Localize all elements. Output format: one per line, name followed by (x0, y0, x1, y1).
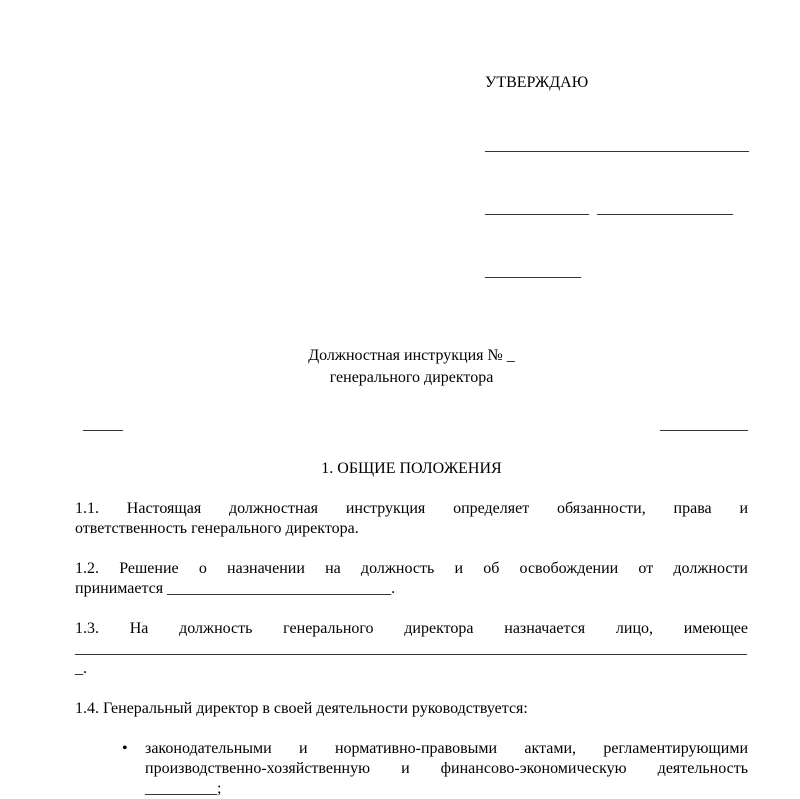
paragraph-1-3-line-1: 1.3. На должность генерального директора назначается лицо, имеющее (75, 620, 748, 637)
paragraph-1-3-blank-line: ____________________________________________________________________________________ (75, 640, 747, 657)
approval-block (485, 30, 748, 324)
list-item (75, 739, 748, 799)
section-heading: 1. ОБЩИЕ ПОЛОЖЕНИЯ (321, 460, 502, 477)
document-title-line-2: генерального директора (329, 369, 494, 386)
paragraph-1-2 (75, 559, 748, 599)
paragraph-1-4-line-1: 1.4. Генеральный директор в своей деятельности руководствуется: (75, 700, 528, 717)
document-title (75, 345, 748, 389)
approval-blank-line-3: ____________ (485, 263, 581, 280)
paragraph-1-2-line-1: 1.2. Решение о назначении на должность и об освобождении от должности (75, 560, 748, 577)
bullet-icon: • (122, 740, 128, 757)
signature-blank: ___________ (660, 416, 748, 433)
list-item-line-3: _________; (145, 780, 222, 797)
list-item-line-2: производственно-хозяйственную и финансово-экономическую деятельность (145, 760, 748, 777)
paragraph-1-1-line-1: 1.1. Настоящая должностная инструкция определяет обязанности, права и (75, 500, 748, 517)
paragraph-1-3 (75, 619, 748, 679)
document-title-line-1: Должностная инструкция № _ (308, 347, 515, 364)
approval-blank-line-1: _________________________________ (485, 137, 749, 154)
date-signature-row (75, 415, 748, 435)
approval-blank-line-2: _____________ _________________ (485, 200, 733, 217)
paragraph-1-1 (75, 499, 748, 539)
paragraph-1-4 (75, 699, 748, 719)
list-item-line-1: законодательными и нормативно-правовыми актами, регламентирующими (145, 740, 748, 757)
approval-label: УТВЕРЖДАЮ (485, 74, 589, 91)
paragraph-1-1-line-2: ответственность генерального директора. (75, 520, 359, 537)
date-blank: _____ (83, 416, 123, 433)
paragraph-1-2-line-2: принимается ____________________________. (75, 580, 396, 597)
paragraph-1-3-line-3: _. (75, 660, 87, 677)
